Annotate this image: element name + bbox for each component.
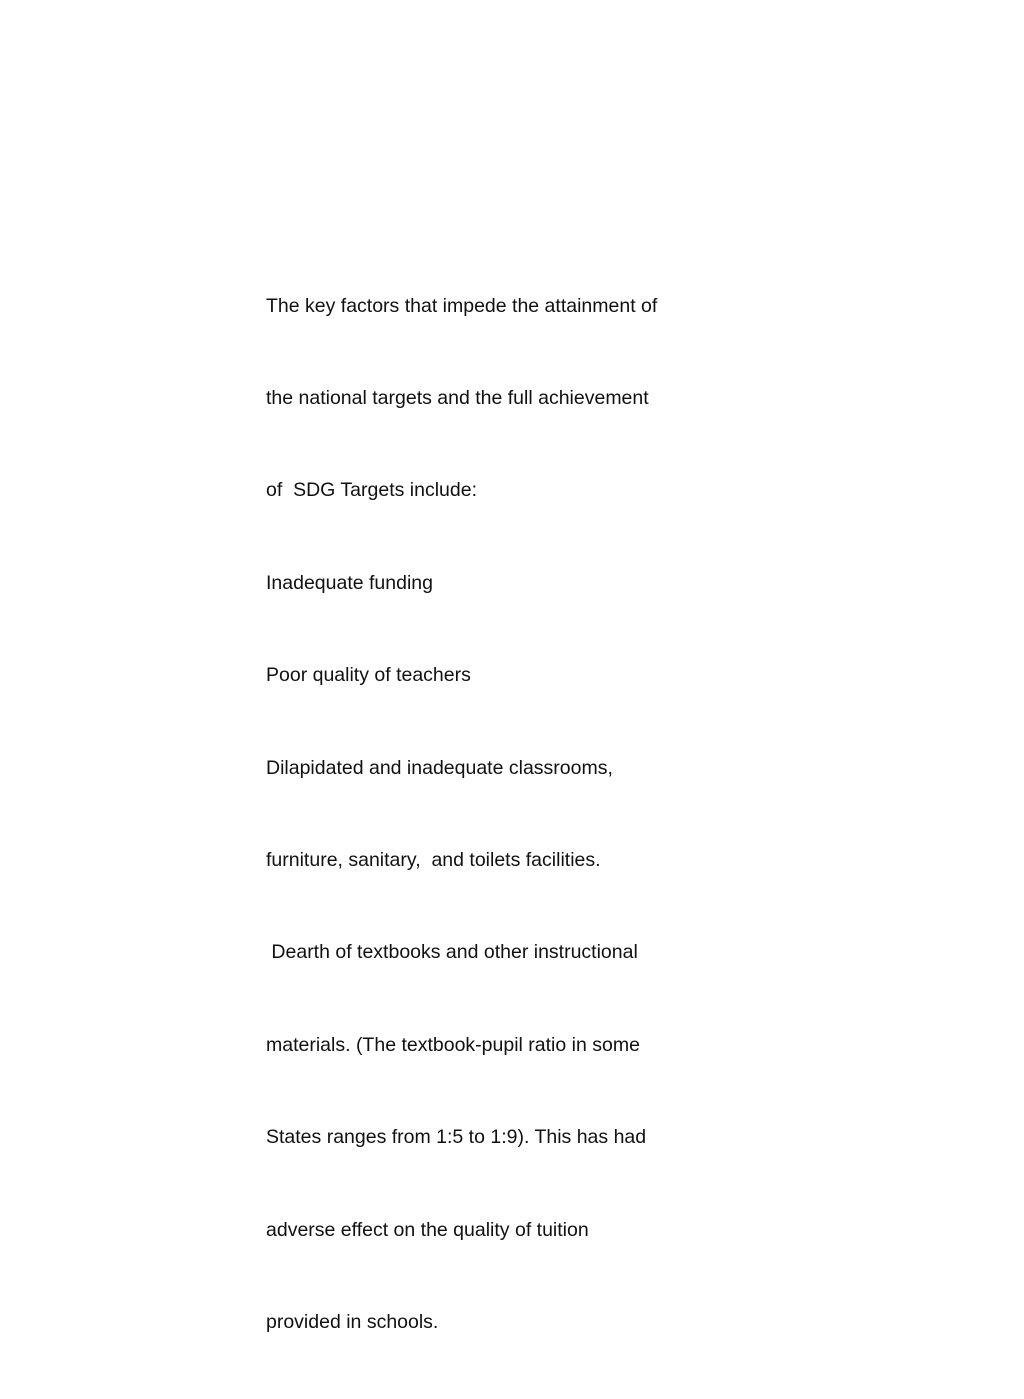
- text-line-classrooms-2: furniture, sanitary, and toilets facilities.: [266, 848, 601, 871]
- text-line-intro-1: The key factors that impede the attainment of: [266, 294, 658, 317]
- slide-text-block: [266, 229, 766, 1399]
- text-line-textbooks-1: Dearth of textbooks and other instructional: [266, 941, 638, 964]
- text-line-textbooks-2: materials. (The textbook-pupil ratio in some: [266, 1033, 640, 1056]
- text-line-teachers: Poor quality of teachers: [266, 664, 471, 687]
- text-line-intro-2: the national targets and the full achievement: [266, 386, 649, 409]
- text-line-textbooks-3: States ranges from 1:5 to 1:9). This has had: [266, 1126, 647, 1149]
- text-line-textbooks-5: provided in schools.: [266, 1310, 439, 1333]
- text-line-textbooks-4: adverse effect on the quality of tuition: [266, 1218, 589, 1241]
- text-line-funding: Inadequate funding: [266, 571, 433, 594]
- text-line-intro-3: of SDG Targets include:: [266, 479, 477, 502]
- text-line-classrooms-1: Dilapidated and inadequate classrooms,: [266, 756, 613, 779]
